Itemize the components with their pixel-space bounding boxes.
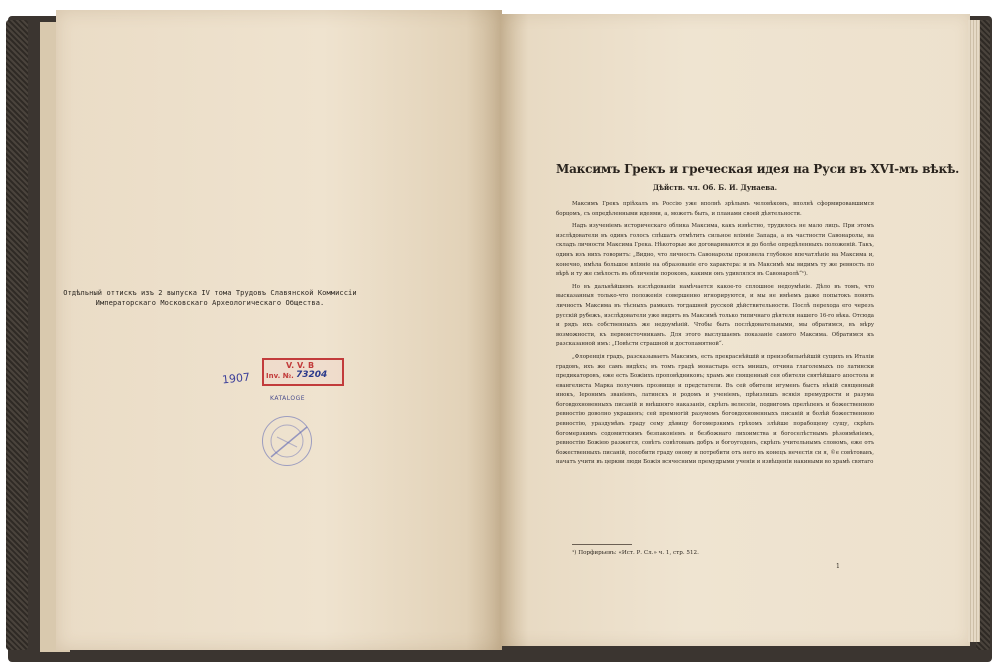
paragraph: Максимъ Грекъ пріѣхалъ въ Россію уже вполнѣ зрѣлымъ человѣкомъ, вполнѣ сформировавшимся борцомъ, съ опредѣленными идеями, а, можетъ быть, и планами своей дѣятельности. xyxy=(556,201,874,217)
paragraph: Надъ изученіемъ историческаго облика Максима, какъ извѣстно, трудилось не мало лицъ. При этомъ изслѣдователи въ одинъ голосъ спѣшатъ отмѣтить сильное вліяніе Запада, а въ частности Савонаролы, на складъ личности Максима Грека. Нѣкоторые же договариваются и до болѣе опредѣленныхъ положеній. Такъ, одинъ изъ нихъ говоритъ: „Видно, что личность Савонаролы произвела глубокое впечатлѣніе на Максима и, конечно, имѣла большое вліяніе на образованіе его характера: и въ Максимѣ мы видимъ ту же ревность по вѣрѣ и ту же смѣлость въ обличеніи пороковъ, какими онъ удивлялся въ Савонаролѣ“¹). xyxy=(556,223,874,278)
left-page xyxy=(56,10,502,650)
paragraph: Но въ дальнѣйшемъ изслѣдованіи намѣчается какое-то сплошное недоумѣніе. Дѣло въ томъ, что высказанныя только-что положенія совершенно игнорируются, и мы не имѣемъ даже попытокъ понять личность Максима въ тѣсныхъ рамкахъ тогдашней русской дѣйствительности. Послѣ перехода его черезъ русскій рубежъ, изслѣдователи уже видятъ въ Максимѣ только типичнаго дѣятеля нашего 16-го вѣка. Отсюда и рядъ ихъ собственныхъ же недоумѣній. Чтобы быть послѣдовательными, мы обратимся, въ мѣру возможности, къ первоисточникамъ. Для этого выслушаемъ показаніе самого Максима. Обратимся къ разсказанной имъ: „Повѣсти страшной и достопамятной“. xyxy=(556,283,874,348)
article-column xyxy=(556,162,960,471)
article-title: Максимъ Грекъ и греческая идея на Руси въ XVI-мъ вѣкѣ. xyxy=(556,162,960,176)
paragraph: „Флоренція градъ, разсказываетъ Максимъ, есть прекраснѣйшій и преизобильнѣйшій сущихъ въ Италіи градовъ, ихъ же самъ видѣхъ; въ томъ градѣ монастырь есть мнишъ, отчина глаголемыхъ по латински предикаторовъ, еже есть Божіихъ проповѣдниковъ; храмъ же священный сея обители святѣйшаго апостола и евангелиста Марка получивъ прозвище и предстатели. Въ сей обители игуменъ бысть нѣкій священный инокъ, Іеронимъ званіемъ, латинскъ и родомъ и ученіемъ, прѣизлишъ всякія премудрости и разума боговдохновенныхъ писаній и внѣшняго наказанія, скрѣпъ велесеіи, подвигомъ прелѣпенъ и божественною ревностію доволно украшенъ; сей премногій разумомъ боговдохновенныхъ писаній и болѣй божественною ревностію, ураздумѣвъ граду сему дѣвицу богомерзкимъ грѣхомъ злѣйше порабощену сущу, скрѣпъ богомерзкимъ содомитскимъ безпаконіемъ и безбожнаго лихоимства и богоселѣстнымъ рѣзоимѣніемъ, ревностію Божіею разжегся, совѣтъ совѣтовавъ добръ и богоугоденъ, скрѣпъ учительнымъ словомъ, еже отъ божественныхъ писаній, пособити граду оному и потребити отъ него въ конецъ нечестія си я, ©е совѣтовавъ, начатъ учити въ церкви люди Божія всячесними премудрыми ученіи и извѣщеніи накиными во храмѣ святаго xyxy=(556,353,874,466)
cover-spine-left xyxy=(6,20,28,650)
stamp-inv-number: 73204 xyxy=(296,370,328,380)
stamp-inv-label: Inv. №. xyxy=(266,372,294,380)
stamp-katalog: KATALOGE xyxy=(270,395,306,402)
article-author: Дѣйств. чл. Об. Б. И. Дунаева. xyxy=(652,183,778,192)
library-stamp xyxy=(262,358,344,386)
offprint-note: Отдѣльный оттискъ изъ 2 выпуска IV тома Трудовъ Славянской Коммиссіи Императорскаго Московскаго Археологическаго Общества. xyxy=(63,289,357,307)
round-seal-icon xyxy=(262,416,312,466)
footnote-divider xyxy=(572,544,632,545)
page-number: 1 xyxy=(836,563,840,570)
stamp-library: V. V. B xyxy=(286,361,315,370)
stamp-year: 1907 xyxy=(221,370,251,387)
footnote: ¹) Порфирьевъ: «Ист. Р. Сл.» ч. 1, стр. 512. xyxy=(572,550,699,556)
seal-mark-icon xyxy=(263,417,311,465)
page-edges xyxy=(968,20,980,642)
